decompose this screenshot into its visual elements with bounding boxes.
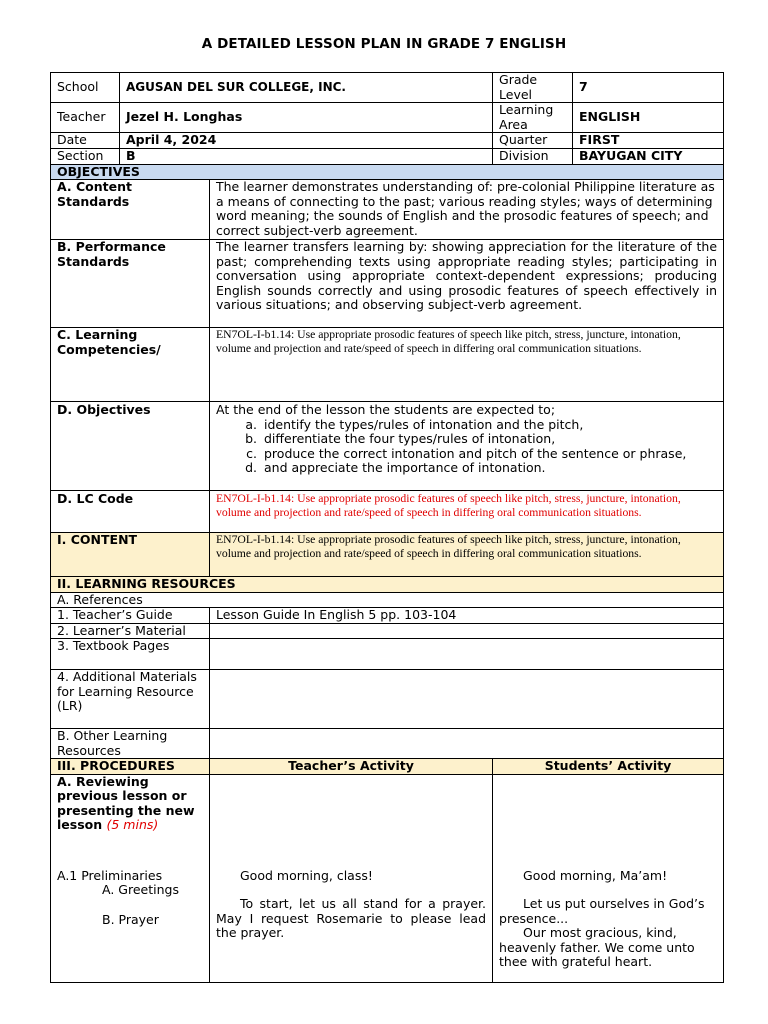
competencies-text: EN7OL-I-b1.14: Use appropriate prosodic features of speech like pitch, stress, juncture, intonation, volume and projection and rate/speed of speech in differing oral communication situations.: [210, 328, 724, 402]
procedures-heading-row: [51, 759, 724, 775]
content-standards-text: The learner demonstrates understanding of: pre-colonial Philippine literature as a means of connecting to the past; various reading styles; ways of determining word meaning; the sounds of English and the prosodic features of speech; and correct subject-verb agreement.: [210, 180, 724, 240]
lc-code-text: EN7OL-I-b1.14: Use appropriate prosodic features of speech like pitch, stress, juncture, intonation, volume and projection and rate/speed of speech in differing oral communication situations.: [210, 491, 724, 533]
date-label: Date: [51, 133, 120, 149]
content-text: EN7OL-I-b1.14: Use appropriate prosodic features of speech like pitch, stress, juncture, intonation, volume and projection and rate/speed of speech in differing oral communication situations.: [210, 533, 724, 577]
learners-material-label: 2. Learner’s Material: [51, 623, 210, 639]
procedures-heading: III. PROCEDURES: [51, 759, 210, 775]
student-prayer-2: Our most gracious, kind, heavenly father. We come unto thee with grateful heart.: [499, 925, 695, 969]
objective-item: d. and appreciate the importance of intonation.: [261, 461, 717, 476]
procedure-a-row: [51, 774, 724, 982]
competencies-label: C. Learning Competencies/: [51, 328, 210, 402]
additional-materials-label: 4. Additional Materials for Learning Resource (LR): [51, 670, 210, 729]
performance-standards-text: The learner transfers learning by: showing appreciation for the literature of the past; comprehending texts using appropriate reading styles; participating in conversation using appropriate context-dependent expressions; producing English sounds correctly and using prosodic features of speech effectively in various situations; and observing subject-verb agreement.: [210, 240, 724, 328]
division-label: Division: [493, 149, 573, 165]
preliminaries-label: A.1 Preliminaries: [57, 867, 163, 883]
procedure-a-time: (5 mins): [106, 817, 159, 832]
division-value: BAYUGAN CITY: [573, 149, 724, 165]
objectives-label: D. Objectives: [51, 402, 210, 491]
competencies-row: [51, 328, 724, 402]
objective-item: a. identify the types/rules of intonation and the pitch,: [261, 418, 717, 433]
area-value: ENGLISH: [573, 103, 724, 133]
quarter-value: FIRST: [573, 133, 724, 149]
references-row: [51, 592, 724, 608]
objective-item: b. differentiate the four types/rules of intonation,: [261, 432, 717, 447]
teacher-greeting: Good morning, class!: [240, 867, 373, 883]
grade-value: 7: [573, 73, 724, 103]
objective-item: c. produce the correct intonation and pitch of the sentence or phrase,: [261, 447, 717, 462]
greetings-label: A. Greetings: [102, 882, 179, 897]
teachers-guide-row: [51, 608, 724, 624]
teacher-activity-cell: [210, 774, 493, 982]
school-row: [51, 73, 724, 103]
section-row: [51, 149, 724, 165]
textbook-pages-row: [51, 639, 724, 670]
objectives-row: [51, 402, 724, 491]
teachers-guide-value: Lesson Guide In English 5 pp. 103-104: [210, 608, 724, 624]
grade-label: Grade Level: [493, 73, 573, 103]
resources-heading-row: [51, 577, 724, 593]
content-row: [51, 533, 724, 577]
lesson-plan-table: [50, 72, 724, 983]
objectives-cell: [210, 402, 724, 491]
objectives-heading: OBJECTIVES: [51, 164, 724, 180]
teacher-label: Teacher: [51, 103, 120, 133]
quarter-label: Quarter: [493, 133, 573, 149]
content-label: I. CONTENT: [51, 533, 210, 577]
objectives-list: [216, 418, 717, 476]
document-title: A DETAILED LESSON PLAN IN GRADE 7 ENGLISH: [201, 36, 567, 52]
performance-standards-label: B. Performance Standards: [51, 240, 210, 328]
teachers-guide-label: 1. Teacher’s Guide: [51, 608, 210, 624]
student-greeting: Good morning, Ma’am!: [523, 867, 668, 883]
references-label: A. References: [51, 592, 724, 608]
additional-materials-row: [51, 670, 724, 729]
teacher-activity-heading: Teacher’s Activity: [210, 759, 493, 775]
teacher-row: [51, 103, 724, 133]
teacher-prayer-request: To start, let us all stand for a prayer. May I request Rosemarie to please lead the prayer.: [216, 896, 487, 940]
procedure-a-cell: [51, 774, 210, 982]
date-value: April 4, 2024: [120, 133, 493, 149]
area-label: Learning Area: [493, 103, 573, 133]
student-prayer-1: Let us put ourselves in God’s presence...: [499, 896, 705, 926]
content-standards-row: [51, 180, 724, 240]
content-standards-label: A. Content Standards: [51, 180, 210, 240]
date-row: [51, 133, 724, 149]
learners-material-row: [51, 623, 724, 639]
student-activity-cell: [493, 774, 724, 982]
objectives-intro: At the end of the lesson the students are expected to;: [216, 402, 556, 417]
other-resources-label: B. Other Learning Resources: [51, 729, 210, 759]
performance-standards-row: [51, 240, 724, 328]
other-resources-row: [51, 729, 724, 759]
school-label: School: [51, 73, 120, 103]
teacher-value: Jezel H. Longhas: [120, 103, 493, 133]
lc-code-label: D. LC Code: [51, 491, 210, 533]
school-value: AGUSAN DEL SUR COLLEGE, INC.: [120, 73, 493, 103]
procedure-a-label: A. Reviewing previous lesson or presenting the new lesson (5 mins): [57, 774, 195, 832]
resources-heading: II. LEARNING RESOURCES: [51, 577, 724, 593]
section-value: B: [120, 149, 493, 165]
prayer-label: B. Prayer: [102, 911, 159, 927]
objectives-heading-row: [51, 164, 724, 180]
lc-code-row: [51, 491, 724, 533]
section-label: Section: [51, 149, 120, 165]
textbook-pages-label: 3. Textbook Pages: [51, 639, 210, 670]
student-activity-heading: Students’ Activity: [493, 759, 724, 775]
